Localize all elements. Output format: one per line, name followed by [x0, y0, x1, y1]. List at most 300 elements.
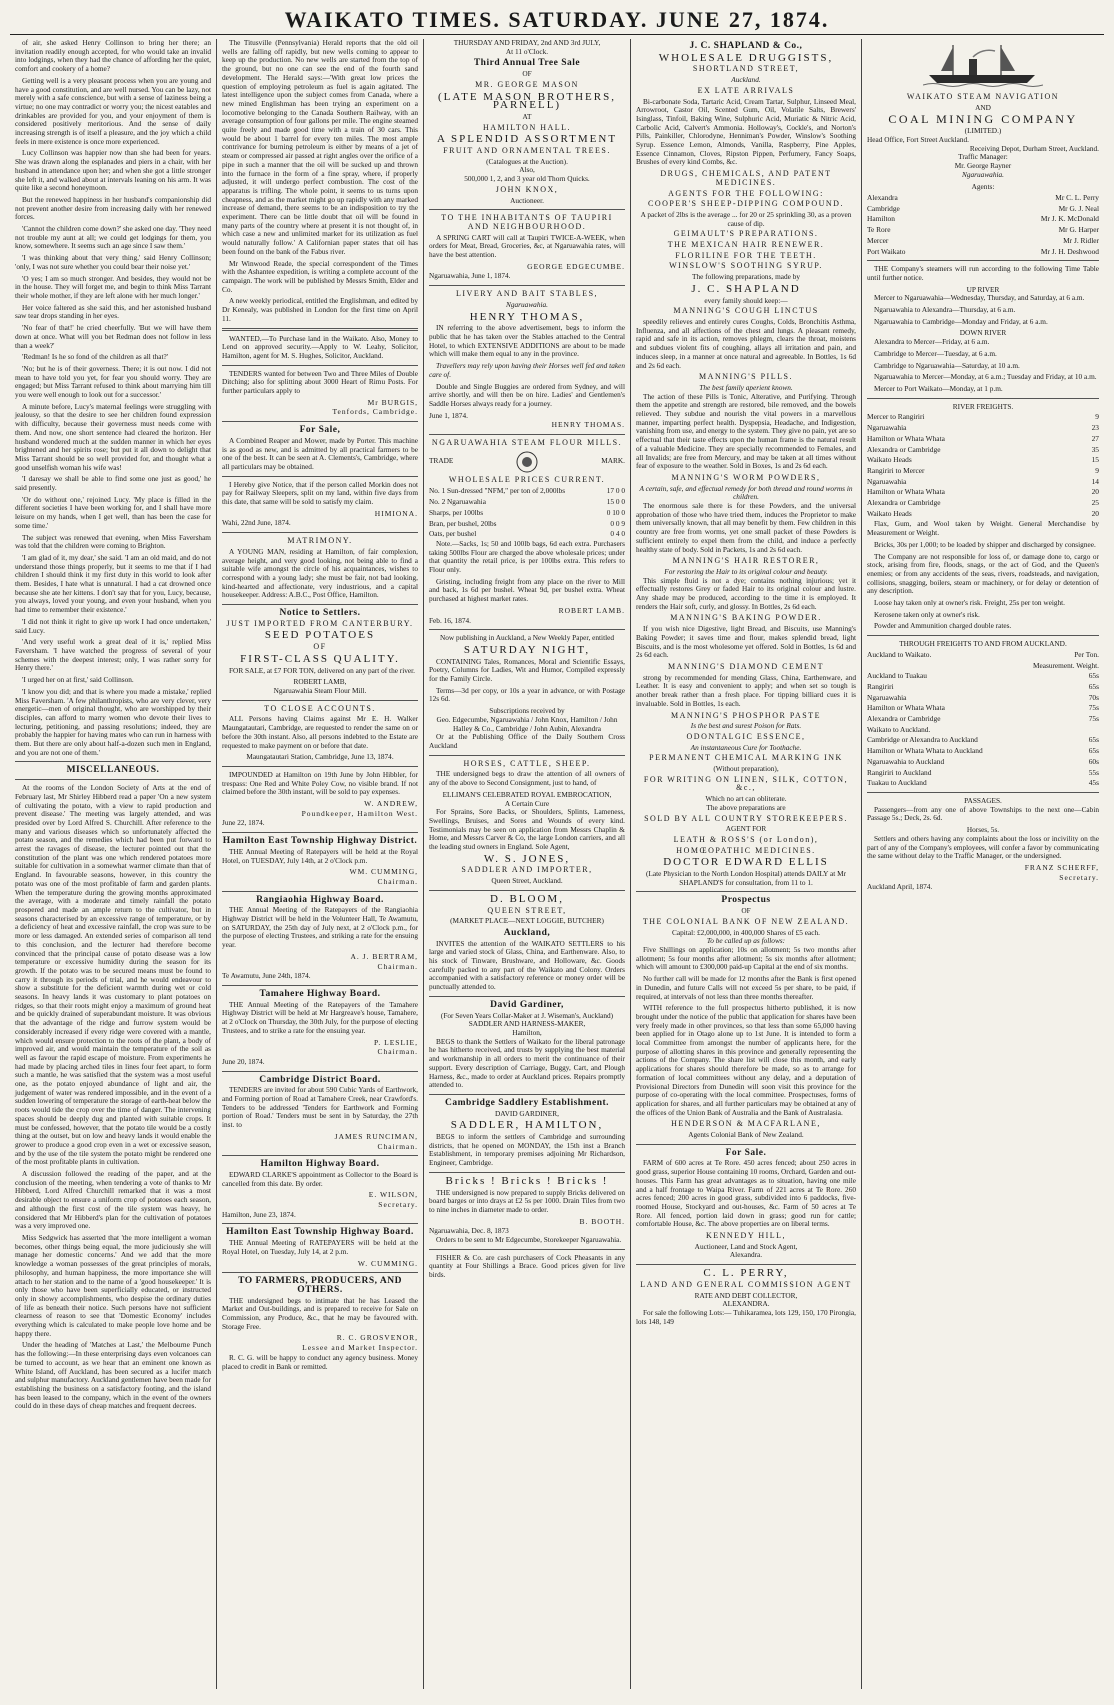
freight-route: Rangiriri to Mercer [867, 465, 925, 475]
ad-text: IN referring to the above advertisement, begs to inform the public that he has taken over the Stables attached to the Central Hotel, to which EXTENSIVE ADDITIONS are about to be made which will make them equal to any in the province. [429, 323, 625, 359]
freight-route: Waikato Heads [867, 508, 912, 518]
story-paragraph: 'I was thinking about that very thing,' said Henry Collinson; 'only, I was not sure whether you could bear their noise yet.' [15, 253, 211, 271]
story-paragraph: Getting well is a very pleasant process when you are young and have a good constitution, and are well nursed. You can be lazy, not merely with a safe conscience, but with a sense of laziness being a virtue; no one may contradict or worry you; the nicest eatables and drinkables are provided for you, and your enjoyment of them is considered positively meritorious. And the sense of daily increasing strength is of itself a pleasure, and the joy which a child feels in mere existence is once more experienced. [15, 75, 211, 146]
ad-name: C. L. PERRY, [703, 1267, 789, 1280]
freight-rate: 65s [1088, 671, 1099, 681]
traffic-label: Traffic Manager: [958, 152, 1008, 162]
freight-rate: 35 [1091, 444, 1099, 454]
ad-text: Subscriptions received by [489, 706, 565, 716]
ad-signature: WM. CUMMING, [349, 867, 418, 877]
story-paragraph: 'No; but he is of their governess. There; it is out now. I did not mean to have told you yet, for fear you should worry. They are engaged; but Miss Tarrant refused to think about marrying him till you were well enough to look out for a successor.' [15, 363, 211, 400]
ad-date: THURSDAY AND FRIDAY, 2nd AND 3rd JULY, [453, 39, 601, 47]
price-value: 0 4 0 [610, 529, 625, 539]
ad-subheading: Which no art can obliterate. [705, 794, 787, 804]
divider [15, 761, 211, 762]
ad-text: (Late Physician to the North London Hospital) attends DAILY at Mr SHAPLAND'S for consultation, from 11 to 1. [645, 869, 847, 887]
ad-heading: FRUIT AND ORNAMENTAL TREES. [443, 146, 611, 156]
ad-heading: Bricks ! Bricks ! Bricks ! [445, 1174, 609, 1187]
horses-text: Horses, 5s. [966, 825, 1000, 835]
ad-signature: KENNEDY HILL, [705, 1231, 787, 1241]
column-3 [424, 39, 631, 1689]
ad-heading: NGARUAWAHIA STEAM FLOUR MILLS. [431, 438, 623, 448]
freight-table [867, 413, 1099, 518]
story-paragraph: Her voice faltered as she said this, and her astonished husband saw tear drops standing in her eyes. [15, 302, 211, 321]
story-paragraph: 'I daresay we shall be able to find some one just as good,' he said presently. [15, 474, 211, 493]
ad-text: TENDERS are invited for about 590 Cubic Yards of Earthwork, and Forming portion of Road at Tamahere Creek, near Crawford's. Tenders to be addressed 'Tenders for Earthwork and Forming portion of Road.' Tenders must be sent in by Saturday, the 27th inst. to [222, 1085, 418, 1130]
freight-rate: 65s [1088, 681, 1099, 691]
freight-rate: 20 [1091, 508, 1099, 518]
auckland-to-waikato: Auckland to Waikato. [867, 649, 932, 659]
freight-row [867, 683, 1099, 692]
ad-address: Queen Street, Auckland. [491, 876, 563, 886]
ad-subheading: Is the best and surest Poison for Rats. [690, 721, 802, 731]
ad-of: OF [741, 906, 751, 916]
divider [222, 476, 418, 477]
freight-row [867, 435, 1099, 444]
ad-text: FISHER & Co. are cash purchasers of Cock Pheasants in any quantity at Four Shillings a Brace. Good prices given for live birds. [429, 1252, 625, 1280]
down-river-item: Alexandra to Mercer—Friday, at 6 a.m. [874, 337, 990, 347]
freight-row [867, 413, 1099, 422]
ad-subheading: Ngaruawahia. [506, 299, 548, 309]
article-paragraph: A new weekly periodical, entitled the Englishman, and edited by Dr Kenealy, was published in London for the first time on April 11. [222, 296, 418, 323]
ad-heading: For Sale. [725, 1147, 767, 1158]
head-office: Head Office, Fort Street Auckland. [867, 134, 969, 144]
trade-mark-row [429, 450, 625, 474]
ad-subheading: (For Seven Years Collar-Maker at J. Wiseman's, Auckland) [440, 1010, 614, 1020]
freight-row [867, 704, 1099, 713]
price-row [429, 497, 625, 508]
ad-time: At 11 o'Clock. [505, 46, 549, 56]
ad-city: ALEXANDRA. [722, 1299, 770, 1309]
divider [222, 700, 418, 701]
ad-signature-sub: Agents Colonial Bank of New Zealand. [688, 1130, 804, 1140]
story-paragraph: 'I am glad of it, my dear,' she said. 'I am an old maid, and do not understand those things properly, but it seems to me that if I had children I should think it my first duty in this world to look after them. Besides, I hate what is unnatural. I had a cat drowned once because she ate her kittens. I don't say that for you, Lucy, because, you always, loved your young, and even your husband, when you had time to remember their existence.' [15, 552, 211, 615]
divider [429, 285, 625, 286]
waikato-auckland-table [867, 736, 1099, 788]
ad-text: speedily relieves and entirely cures Coughs, Colds, Bronchitis Asthma, Influenza, and all affections of the chest and lungs. A pleasant remedy, rapid and safe in its action, removes phlegm, clears the throat, moistens and subdues violent fits of coughing, allays all irritation and pain, and induces sleep, in a manner at once natural and agreeable. In Bottles, 1s 6d and 2s 6d each. [636, 316, 856, 370]
freight-rate: 75s [1088, 714, 1099, 724]
down-river-item: Cambridge to Mercer—Tuesday, at 6 a.m. [874, 348, 997, 358]
ad-text: THE undersigned is now prepared to supply Bricks delivered on board barges or into drays at £2 5s per 1000. Drain Tiles from two to nine inches in diameter made to order. [429, 1187, 625, 1214]
ad-text: ELLIMAN'S CELEBRATED ROYAL EMBROCATION, [442, 789, 612, 799]
complaints-text: Settlers and others having any complaints about the loss or incivility on the part of any of the Company's employees, will confer a favor by communicating the same without delay to the Traffic Manager, or the undersigned. [867, 833, 1099, 861]
ad-signature: GEORGE EDGECUMBE. [527, 261, 625, 271]
agents-heading: Agents: [971, 182, 995, 192]
ad-text: FOR SALE, at £7 FOR TON, delivered on any part of the river. [229, 665, 415, 675]
divider [222, 891, 418, 892]
ad-text: For sale the following Lots:— Tuhikaramea, lots 129, 150, 170 Pirongia, lots 148, 149 [636, 1308, 856, 1326]
ad-signature: Maungatautari Station, Cambridge, June 13, 1874. [246, 752, 394, 762]
divider [222, 1223, 418, 1224]
freight-row [867, 499, 1099, 508]
ad-text: A SPRING CART will call at Taupiri TWICE-A-WEEK, when orders for Meat, Bread, Groceries, &c, at Ngaruawahia rates, will have the best attention. [429, 232, 625, 260]
receiving-depot: Receiving Depot, Durham Street, Auckland. [969, 143, 1099, 153]
price-row [429, 508, 625, 519]
ad-signature: P. LESLIE, [374, 1037, 418, 1047]
ad-subheading: SADDLER, HAMILTON, [450, 1119, 604, 1132]
ad-signature-sub: Poundkeeper, Hamilton West. [301, 808, 418, 818]
ad-heading: THE MEXICAN HAIR RENEWER. [667, 240, 825, 250]
newspaper-page [10, 6, 1104, 1691]
freight-row [867, 446, 1099, 455]
column-4 [631, 39, 862, 1689]
divider [222, 1071, 418, 1072]
ad-heading: LEATH & ROSS'S (or London), [673, 834, 819, 844]
ad-text: EDWARD CLARKE'S appointment as Collector to the Board is cancelled from this date. By order. [222, 1169, 418, 1188]
freight-text: Loose hay taken only at owner's risk. Freight, 25s per ton weight. [874, 598, 1065, 608]
down-river-heading: DOWN RIVER [959, 328, 1007, 338]
up-river-heading: UP RIVER [966, 284, 1000, 294]
ad-text: This simple fluid is not a dye; contains nothing injurious; yet it effectually restores Grey or faded Hair to its original colour and lustre. Any shade may be produced, according to the time it is employed. It renders the Hair soft, curly, and glossy. In Bottles, 2s 6d each. [636, 575, 856, 611]
freight-route: Alexandra or Cambridge [867, 444, 941, 454]
ad-heading: MANNING'S HAIR RESTORER, [672, 556, 820, 566]
ad-text: A Certain Cure [504, 798, 550, 808]
story-paragraph: A minute before, Lucy's maternal feelings were struggling with jealousy, so that the desire to see her children found expression with difficulty, because their governess must needs come with them. And now, one short sentence had cleared the horizon. Her husband wondered much at the sudden manner in which her eyes brightened and her spirits rose; but put it all down to delight that Miss Tarrant should be so well provided for, and thought what a good unselfish woman his wife was! [15, 401, 211, 472]
ad-signature: HIMIONA. [374, 508, 418, 518]
ad-text: Bi-carbonate Soda, Tartaric Acid, Cream Tartar, Sulphur, Linseed Meal, Arrowroot, Castor Oil, Scented Gum, Oil, Volatile Salts, Brewers' Isinglass, Tinfoil, Baking Wine, Sulphuric Acid, Muriatic & Nitric Acid, Carbolic Acid, Calvert's Ammonia. Holloway's, Cockle's, and Norton's Pills, Painkiller, Chlorodyne, Henniman's Powder, Winslow's Soothing Syrup. Essence Lemon, Almonds, Vanilla, Raspberry, Pine Apples, Essence Cinnamon, Cloves, Ripston Pippen, Perfumery, Fancy Soaps, Brushes of every kind Combs, &c. [636, 96, 856, 167]
divider [222, 1155, 418, 1156]
price-item: Sharps, per 100lbs [429, 507, 484, 517]
ad-heading: MANNING'S PHOSPHOR PASTE [670, 710, 822, 720]
divider [429, 434, 625, 435]
ad-text: The following preparations, made by [691, 272, 800, 282]
article-paragraph: A discussion followed the reading of the paper, and at the conclusion of the meeting, when tendering a vote of thanks to Mr Hibberd, Lord Alfred Churchill remarked that it was a most desirable object to ensure a uniform crop of potatoes each season, and although the first cost of the tile system was heavy, he considered that Mr Hibberd's plan for the cultivation of potatoes was a very improved one. [15, 1169, 211, 1231]
ad-of: OF [522, 69, 532, 79]
section-heading: MISCELLANEOUS. [66, 765, 160, 776]
freight-route: Alexandra or Cambridge [867, 498, 941, 508]
ad-text: THE Annual Meeting of Ratepayers will be held at the Royal Hotel, on TUESDAY, July 14th, at 2 o'Clock p.m. [222, 846, 418, 865]
ad-heading: FLORILINE FOR THE TEETH. [675, 250, 817, 260]
ad-heading: MATRIMONY. [287, 536, 353, 546]
ad-impound: IMPOUNDED at Hamilton on 19th June by John Hibbler, for trespass: One Red and White Poley Cow, no visible brand. If not claimed before the 30th instant, will be sold to pay expenses. [222, 769, 418, 797]
freight-rate: 27 [1091, 433, 1099, 443]
company-title: WAIKATO STEAM NAVIGATION [906, 92, 1060, 101]
freight-row [867, 488, 1099, 497]
story-paragraph: 'I know you did; and that is where you made a mistake,' replied Miss Faversham. 'A few philanthropists, who are very clever, very energetic—men of original thought, who are worshipped by their disciples, can afford to marry women who devote their lives to lecturing, petitioning, and passing resolutions; indeed, they are probably the happier for having mates who can run in harness with them. But there are only about half-a-dozen such men in England, and you are not one of them.' [15, 686, 211, 757]
ad-text: 500,000 1, 2, and 3 year old Thorn Quicks. [464, 174, 590, 184]
ad-forsale: A Combined Reaper and Mower, made by Porter. This machine is as good as new, and is admitted by all practical farmers to be one of the best. It can be seen at A. Clements's, Cambridge, where all particulars may be obtained. [222, 435, 418, 471]
ad-subheading: SADDLER AND HARNESS-MAKER, [468, 1019, 586, 1029]
steamship-icon [923, 41, 1043, 89]
ad-heading: COOPER'S SHEEP-DIPPING COMPOUND. [648, 199, 844, 209]
freight-row [867, 758, 1099, 767]
freight-route: Ngaruawahia to Auckland [867, 756, 945, 766]
company-and: AND [975, 102, 991, 112]
ad-heading: MANNING'S COUGH LINCTUS [673, 306, 819, 316]
divider [636, 1144, 856, 1145]
ad-wanted: WANTED,—To Purchase land in the Waikato. Also, Money to Lend on approved security.—Apply to W. Leahy, Solicitor, Hamilton, agent for M. S. Hughes, Solicitor, Auckland. [222, 333, 418, 360]
freight-rate: 65s [1088, 735, 1099, 745]
ad-text: The enormous sale there is for these Powders, and the universal approbation of those who have tried them, induces the Proprietor to make them universally known, that all may benefit by them. Few children in this country are free from worms, yet one small packet of these Powders is sufficient entirely to expel them from the child, and induce a perfectly healthy state of body. Sold in Packets, 1s and 2s 6d each. [636, 501, 856, 554]
ad-heading: DRUGS, CHEMICALS, AND PATENT MEDICINES. [660, 169, 832, 187]
freight-row [867, 510, 1099, 519]
agent-name: Mr G. J. Neal [1058, 203, 1099, 213]
ad-signature-sub: Auctioneer. [510, 195, 544, 205]
ad-text: Now publishing in Auckland, a New Weekly Paper, entitled [439, 633, 615, 643]
ad-text: Five Shillings on application; 10s on allotment; 5s two months after allotment; 5s four months after allotment; 5s six months after allotment; which will amount to £300,000 paid-up Capital at the end of six months. [636, 944, 856, 972]
story-paragraph: of air, she asked Henry Collinson to bring her there; an invitation readily enough accepted, for who would take an invalid into lodgings, when they had the chance of affording her the quiet, comfort and cookery of a home? [15, 39, 211, 74]
agent-row [867, 226, 1099, 235]
freight-route: Cambridge or Alexandra to Auckland [867, 735, 978, 745]
ad-subheading: WHOLESALE DRUGGISTS, [658, 51, 834, 64]
freight-route: Auckland to Tuakau [867, 671, 927, 681]
ad-signature-sub: Secretary. [378, 1200, 418, 1210]
ad-subheading: JUST IMPORTED FROM CANTERBURY. [226, 618, 414, 628]
agent-row [867, 237, 1099, 246]
story-paragraph: But the renewed happiness in her husband's companionship did not prevent another desire from increasing daily with her renewed forces. [15, 194, 211, 222]
ad-heading: THE COLONIAL BANK OF NEW ZEALAND. [642, 916, 850, 926]
freight-route: Ngaruawahia [867, 692, 907, 702]
ad-heading: FIRST-CLASS QUALITY. [240, 652, 400, 665]
traffic-manager: Mr. George Rayner [954, 160, 1012, 170]
freight-rate: 45s [1088, 778, 1099, 788]
ad-text: THE undersigned begs to draw the attention of all owners of any of the above to Second Consignment, just to hand, of [429, 769, 625, 788]
divider [429, 629, 625, 630]
timetable-intro: THE Company's steamers will run according to the following Time Table until further notice. [867, 264, 1099, 282]
price-row [429, 519, 625, 530]
freight-text: The Company are not responsible for loss of, or damage done to, cargo or stock, arising from fire, floods, snags, or the act of God, and the Queen's enemies; or from any accidents of the seas, rivers, roadsteads, and navigation, collisions, snagging, boilers, steam or machinery, or for delay or detention of any description. [867, 551, 1099, 596]
freight-route: Waikato Heads [867, 455, 912, 465]
ad-date: Ngaruawahia, Dec. 8, 1873 [429, 1226, 509, 1236]
ad-subheading: (Without preparation), [713, 764, 779, 774]
masthead: WAIKATO TIMES. SATURDAY. JUNE 27, 1874. [10, 6, 1104, 35]
ad-subheading: QUEEN STREET, [487, 905, 567, 915]
freight-rate: 23 [1091, 423, 1099, 433]
ad-signature: R. C. GROSVENOR, [336, 1333, 418, 1343]
agent-row [867, 205, 1099, 214]
ad-heading: LIVERY AND BAIT STABLES, [455, 289, 599, 299]
ad-text: THE undersigned begs to intimate that he has Leased the Market and Out-buildings, and is prepared to receive for Sale on Commission, any Produce, &c., that he may be favoured with. Storage Free. [222, 1295, 418, 1331]
waikato-to-auckland: Waikato to Auckland. [867, 724, 931, 734]
ad-text: Travellers may rely upon having their Horses well fed and taken care of. [429, 361, 625, 379]
per-ton: Per Ton. [1074, 649, 1099, 659]
ad-text: For Sprains, Sore Backs, or Shoulders, Splints, Lameness, Swellings, Bruises, and Sores and Wounds of every kind. Testimonials may be seen on application from Messrs Chaplin & Home, and Messrs Carver & Co, the large London carriers, and all the leading stud owners in England. Sole Agent, [429, 807, 625, 852]
ad-date: June 1, 1874. [429, 410, 468, 420]
divider [429, 1094, 625, 1095]
ad-text: THE Annual Meeting of the Ratepayers of the Tamahere Highway District will be held at Mr Hargreave's house, Tamahere, at 2 o'Clock on Thursday, the 30th July, for the purpose of electing Trustees, and to strike a rate for the ensuing year. [222, 999, 418, 1035]
divider [222, 1272, 418, 1273]
down-river-item: Mercer to Port Waikato—Monday, at 1 p.m. [874, 383, 1003, 393]
divider [429, 1249, 625, 1250]
divider [429, 209, 625, 210]
through-heading: THROUGH FREIGHTS TO AND FROM AUCKLAND. [899, 639, 1067, 649]
divider [636, 1264, 856, 1265]
price-item: Bran, per bushel, 20lbs [429, 518, 497, 528]
divider [429, 755, 625, 756]
divider [867, 398, 1099, 399]
ad-signature: HENDERSON & MACFARLANE, [671, 1119, 821, 1129]
freight-row [867, 456, 1099, 465]
agent-name: Mr C. L. Perry [1055, 193, 1099, 203]
divider [867, 792, 1099, 793]
agent-place: Mercer [867, 235, 889, 245]
freight-rate: 20 [1091, 487, 1099, 497]
ad-date: Te Awamutu, June 24th, 1874. [222, 971, 311, 981]
agent-row [867, 248, 1099, 257]
ad-subheading: For restoring the Hair to its original colour and beauty. [664, 566, 828, 576]
ad-text: Double and Single Buggies are ordered from Sydney, and will arrive shortly, and will then be on hire. Ladies' and Gentlemen's Saddle Horses always ready for a journey. [429, 381, 625, 408]
price-value: 0 10 0 [606, 507, 625, 517]
freight-row [867, 769, 1099, 778]
agent-name: Mr G. Harper [1058, 225, 1099, 235]
ad-text: CONTAINING Tales, Romances, Moral and Scientific Essays, Poetry, Columns for Ladies, Wit and Humor, Compiled expressly for the Family Circle. [429, 656, 625, 684]
ad-name: DAVID GARDINER, [495, 1108, 559, 1118]
story-paragraph: 'And very useful work a great deal of it is,' replied Miss Faversham. 'I have watched the progress of several of your schemes with the deepest interest; only, I was rather sorry for Henry there.' [15, 637, 211, 673]
ad-text: THE Annual Meeting of the Ratepayers of the Rangiaohia Highway District will be held in the Volunteer Hall, Te Awamutu, on SATURDAY, the 25th day of July next, at 2 o'Clock p.m., for the purpose of electing Trustees, and striking a rate for the ensuing year. [222, 905, 418, 950]
story-paragraph: 'I did not think it right to give up work I had once undertaken,' said Lucy. [15, 616, 211, 635]
ad-subheading: A certain, safe, and effectual remedy for both thread and round worms in children. [639, 483, 853, 502]
divider [867, 635, 1099, 636]
ad-text: Also, [519, 165, 535, 175]
agent-place: Alexandra [867, 193, 898, 203]
freight-route: Tuakau to Auckland [867, 778, 927, 788]
freight-rate: 75s [1088, 703, 1099, 713]
ad-signature-sub: Ngaruawahia Steam Flour Mill. [273, 686, 367, 695]
trade-mark-icon [509, 450, 545, 474]
ad-heading: WINSLOW'S SOOTHING SYRUP. [669, 261, 823, 271]
ad-name: HENRY THOMAS, [469, 310, 585, 323]
freight-route: Hamilton or Whata Whata to Auckland [867, 746, 983, 756]
ad-heading: SEED POTATOES [264, 629, 376, 642]
ad-heading: Notice to Settlers. [279, 608, 361, 619]
price-item: No. 1 Sun-dressed "NFM," per ton of 2,000lbs [429, 486, 566, 496]
ad-name: D. BLOOM, [490, 892, 564, 905]
freight-route: Hamilton or Whata Whata [867, 703, 945, 713]
ad-signature: HENRY THOMAS. [551, 420, 625, 430]
price-value: 15 0 0 [606, 497, 625, 507]
ad-place: HAMILTON HALL. [482, 122, 572, 132]
price-item: Oats, per bushel [429, 529, 477, 539]
divider [222, 832, 418, 833]
freight-row [867, 736, 1099, 745]
ad-heading: Hamilton Highway Board. [260, 1159, 380, 1170]
ad-city: Auckland, [503, 927, 551, 938]
ad-text: If you wish nice Digestive, light Bread, and Biscuits, use Manning's Baking Powder; it saves time and flour, makes splendid bread, light Biscuits, and is the most wholesome yet offered. Sold in Bottles, 1s 6d and 2s 6d each. [636, 624, 856, 660]
ad-city: Auckland. [731, 75, 761, 85]
freight-rate: 14 [1091, 476, 1099, 486]
freight-text: Flax, Gum, and Wool taken by Weight. General Merchandise by Measurement or Weight. [867, 519, 1099, 538]
river-freights-heading: RIVER FREIGHTS. [952, 401, 1014, 411]
ad-text: ALL Persons having Claims against Mr E. H. Walker Maungatautari, Cambridge, are requested to render the same on or before the 30th instant. Also, all persons indebted to the Estate are requested to make payment on or before that date. [222, 714, 418, 750]
freight-text: Kerosene taken only at owner's risk. [874, 609, 980, 619]
freight-text: Powder and Ammunition charged double rates. [874, 621, 1012, 631]
ad-signature: ROBERT LAMB. [558, 605, 625, 615]
ad-heading: TO FARMERS, PRODUCERS, AND OTHERS. [238, 1276, 402, 1295]
ad-signature: W. ANDREW, [364, 799, 418, 809]
ad-date: Wahi, 22nd June, 1874. [222, 518, 291, 528]
column-5 [862, 39, 1104, 1689]
article-paragraph: The Titusville (Pennsylvania) Herald reports that the old oil wells are falling off rapidly, but new wells coming to appear to keep up the production. No new wells are started from the top of the ground, but no one can see the end of the fourth sand development. The Herald says:—'With great low prices the question of employing petroleum as fuel is again agitated. The latest intelligence upon the subject comes from Canada, where a new mined Englishman has been trying an experiment on a locomotive belonging to the Canada Southern Railway, with an average consumption of four gallons per mile. The engine steamed quite freely and made good time with a train of 30 cars. This would be about 1 barrel for every ten miles. The most ample contrivance for burning petroleum is either by means of a jet of steam or compressed air passed at right angles over the orifice of a pipe in such a manner that the oil will be sucked up and thrown into the furnace in the form of a fine spray, where, if properly adjusted, it will undergo perfect combustion. The cost of the apparatus is trifling. The whole point, it seems to us turns upon cheapness, and as the market might go up rapidly with any marked increase of demand, there seems to be an indisposition to try the experiment. There can be little doubt that oil will be found in many parts of the country where at present it is not thought of, in which case a new and unlimited market for its utilization as fuel would naturally follow.' A Californian paper states that oil has been found on the bank of the Fabus river. [222, 39, 418, 256]
ad-heading: ODONTALGIC ESSENCE, [686, 731, 806, 741]
ad-signature-sub: Chairman. [377, 876, 418, 886]
ad-heading: MANNING'S DIAMOND CEMENT [667, 662, 825, 671]
freight-rate: 65s [1088, 746, 1099, 756]
column-1 [10, 39, 217, 1689]
ad-heading: WHOLESALE PRICES CURRENT. [448, 474, 606, 484]
ad-signature-sub: Auctioneer, Land and Stock Agent, [694, 1241, 798, 1251]
divider [222, 365, 418, 366]
ad-text: R. C. G. will be happy to conduct any agency business. Money placed to credit in Bank or remitted. [222, 1352, 418, 1371]
story-paragraph: The subject was renewed that evening, when Miss Faversham was told that the children were coming to Brighton. [15, 532, 211, 551]
ad-text: Terms—3d per copy, or 10s a year in advance, or with Postage 12s 6d. [429, 685, 625, 704]
story-paragraph: 'Redman! Is he so fond of the children as all that?' [22, 352, 169, 362]
ad-at: AT [522, 111, 532, 121]
through-subheading-row [867, 651, 1099, 660]
down-river-item: Cambridge to Ngaruawahia—Saturday, at 10 a.m. [874, 360, 1020, 370]
ad-heading: PERMANENT CHEMICAL MARKING INK [649, 753, 843, 763]
ad-subheading: RATE AND DEBT COLLECTOR, [694, 1290, 798, 1300]
ad-heading: A SPLENDID ASSORTMENT [436, 133, 618, 146]
ad-date: Feb. 16, 1874. [429, 615, 471, 625]
ad-text: WITH reference to the full prospectus hitherto published, it is now brought under the notice of the public that application for shares have been very freely made in other provinces, so that less than some 65,000 having been applied for in Otago alone up to 1st June. It is intended to form a local Committee from amongst the number of applicants here, for the purpose of allotting shares in this province and generally representing the actions of the Company. The share list will close this month, and early applications for shares should therefore be made, so as to arrange for formation of local committees without any delay, and a deputation of Provisional Directors from Dunedin will soon visit this province for the purpose of co-operating with the local committee. Prospectuses, forms of application for shares, and all further particulars may be obtained at any of the offices of the Union Bank of Australia and the Bank of Australasia. [636, 1003, 856, 1117]
trade-label: TRADE [429, 456, 454, 466]
ad-notice: I Hereby give Notice, that if the person called Morkin does not pay for Railway Sleepers, split on my land, within five days from this date, that same will be sold to satisfy my claim. [222, 479, 418, 507]
freight-route: Ngaruawahia [867, 476, 907, 486]
ad-text: Or at the Publishing Office of the Daily Southern Cross Auckland [429, 732, 625, 750]
agent-place: Cambridge [867, 203, 900, 213]
up-river-item: Mercer to Ngaruawahia—Wednesday, Thursday, and Saturday, at 6 a.m. [874, 293, 1085, 303]
agent-row [867, 194, 1099, 203]
company-limited: (LIMITED.) [964, 126, 1002, 136]
freight-row [867, 672, 1099, 681]
story-paragraph: 'Cannot the children come down?' she asked one day. 'They need not trouble my aunt at all; we could get lodgings for them, you know, somewhere. It seems such an age since I saw them.' [15, 224, 211, 251]
price-value: 17 0 0 [606, 486, 625, 496]
divider [222, 766, 418, 767]
ad-heading: TO THE INHABITANTS OF TAUPIRI AND NEIGHBOURHOOD. [441, 213, 613, 231]
ad-text: Geo. Edgecumbe, Ngaruawahia / John Knox, Hamilton / John Halley & Co., Cambridge / John Aubin, Alexandra [436, 714, 618, 733]
ad-subheading: FOR WRITING ON LINEN, SILK, COTTON, &c., [643, 774, 849, 793]
secretary-title: Secretary. [1059, 872, 1099, 882]
story-paragraph: 'I urged her on at first,' said Collinson. [22, 675, 134, 685]
freight-rate: 9 [1095, 412, 1099, 422]
ad-text: To be called up as follows: [706, 936, 786, 946]
divider [15, 779, 211, 780]
ad-signature: A. J. BERTRAM, [350, 951, 418, 961]
article-paragraph: Miss Sedgwick has asserted that 'the more intelligent a woman becomes, other things being equal, the more judiciously she will manage her domestic concerns.' And we add that the more knowledge a woman possesses of the great principles of morals, philosophy, and human happiness, the more importance she will attach to her station and to the name of a 'good housekeeper.' It is only those who have been superficially educated, or instructed only in showy accomplishments, who despise the ordinary duties of life as beneath their notice. Such persons have not sufficient clearness of reason to see that 'Domestic Economy' includes everything which is calculated to make people love home and be happy there. [15, 1233, 211, 1338]
freight-route: Ngaruawahia [867, 423, 907, 433]
ad-signature: W. S. JONES, [483, 852, 571, 865]
ad-subheading: An instantaneous Cure for Toothache. [690, 742, 802, 752]
price-table [429, 486, 625, 540]
ad-name: J. C. SHAPLAND [691, 282, 801, 295]
ad-text: FARM of 600 acres at Te Rore. 450 acres fenced; about 250 acres in good grass, superior House containing 10 rooms, Orchard, Garden and out-houses. This Farm has great advantages as to situation, having one mile and a half frontage to Waipa River. Farm of 221 acres at Te Rore. 260 acres fenced; 200 acres in good grass, subdivided into 6 paddocks, five-roomed House, Stockyard and out-houses, &c. Farm of 50 acres at Te Rore. All fenced, portion laid down in grass; good run for cattle; comfortable House, &c. The above properties are on liberal terms. [636, 1158, 856, 1229]
ad-heading: For Sale, [299, 425, 341, 436]
ad-city: Alexandra. [729, 1250, 763, 1260]
divider [222, 532, 418, 533]
ad-heading: Tamahere Highway Board. [259, 988, 381, 999]
divider [429, 890, 625, 891]
freight-route: Hamilton or Whata Whata [867, 487, 945, 497]
article-paragraph: Under the heading of 'Matches at Last,' the Melbourne Punch has the following:—In these enterprising days even volcanoes can be turned to account, as we hear that an eminent one known as White Island, off Auckland, has been secured as a lucifer match and sulphur manufactory. Auckland gentlemen have been made for establishing the business on a satisfactory footing, and the island has been leased to the company, which in the event of the owners could do in these days of cheap matches and frequent decrees. [15, 1340, 211, 1411]
divider [429, 1172, 625, 1173]
freight-row [867, 779, 1099, 788]
ad-address: (MARKET PLACE—NEXT LOGGIE, BUTCHER) [450, 916, 604, 926]
divider [222, 421, 418, 422]
freight-rate: 9 [1095, 465, 1099, 475]
ad-text: BEGS to inform the settlers of Cambridge and surrounding districts, that he opened on MONDAY, the 15th inst a Branch Establishment, in temporary premises adjoining Mr Richardson, Engineer, Cambridge. [429, 1132, 625, 1168]
ad-name: MR. GEORGE MASON [475, 79, 579, 89]
notice-date: Auckland April, 1874. [867, 882, 933, 892]
price-row [429, 486, 625, 497]
freight-rate: 70s [1088, 692, 1099, 702]
up-river-item: Ngaruawahia to Alexandra—Thursday, at 6 a.m. [874, 305, 1016, 315]
ad-signature-sub: Chairman. [377, 1047, 418, 1057]
ad-signature: W. CUMMING. [357, 1258, 418, 1268]
ad-heading: AGENTS FOR THE FOLLOWING: [668, 188, 824, 198]
through-table [867, 672, 1099, 724]
ad-signature: E. WILSON, [368, 1190, 418, 1200]
ad-text: The above preparations are [706, 802, 786, 812]
